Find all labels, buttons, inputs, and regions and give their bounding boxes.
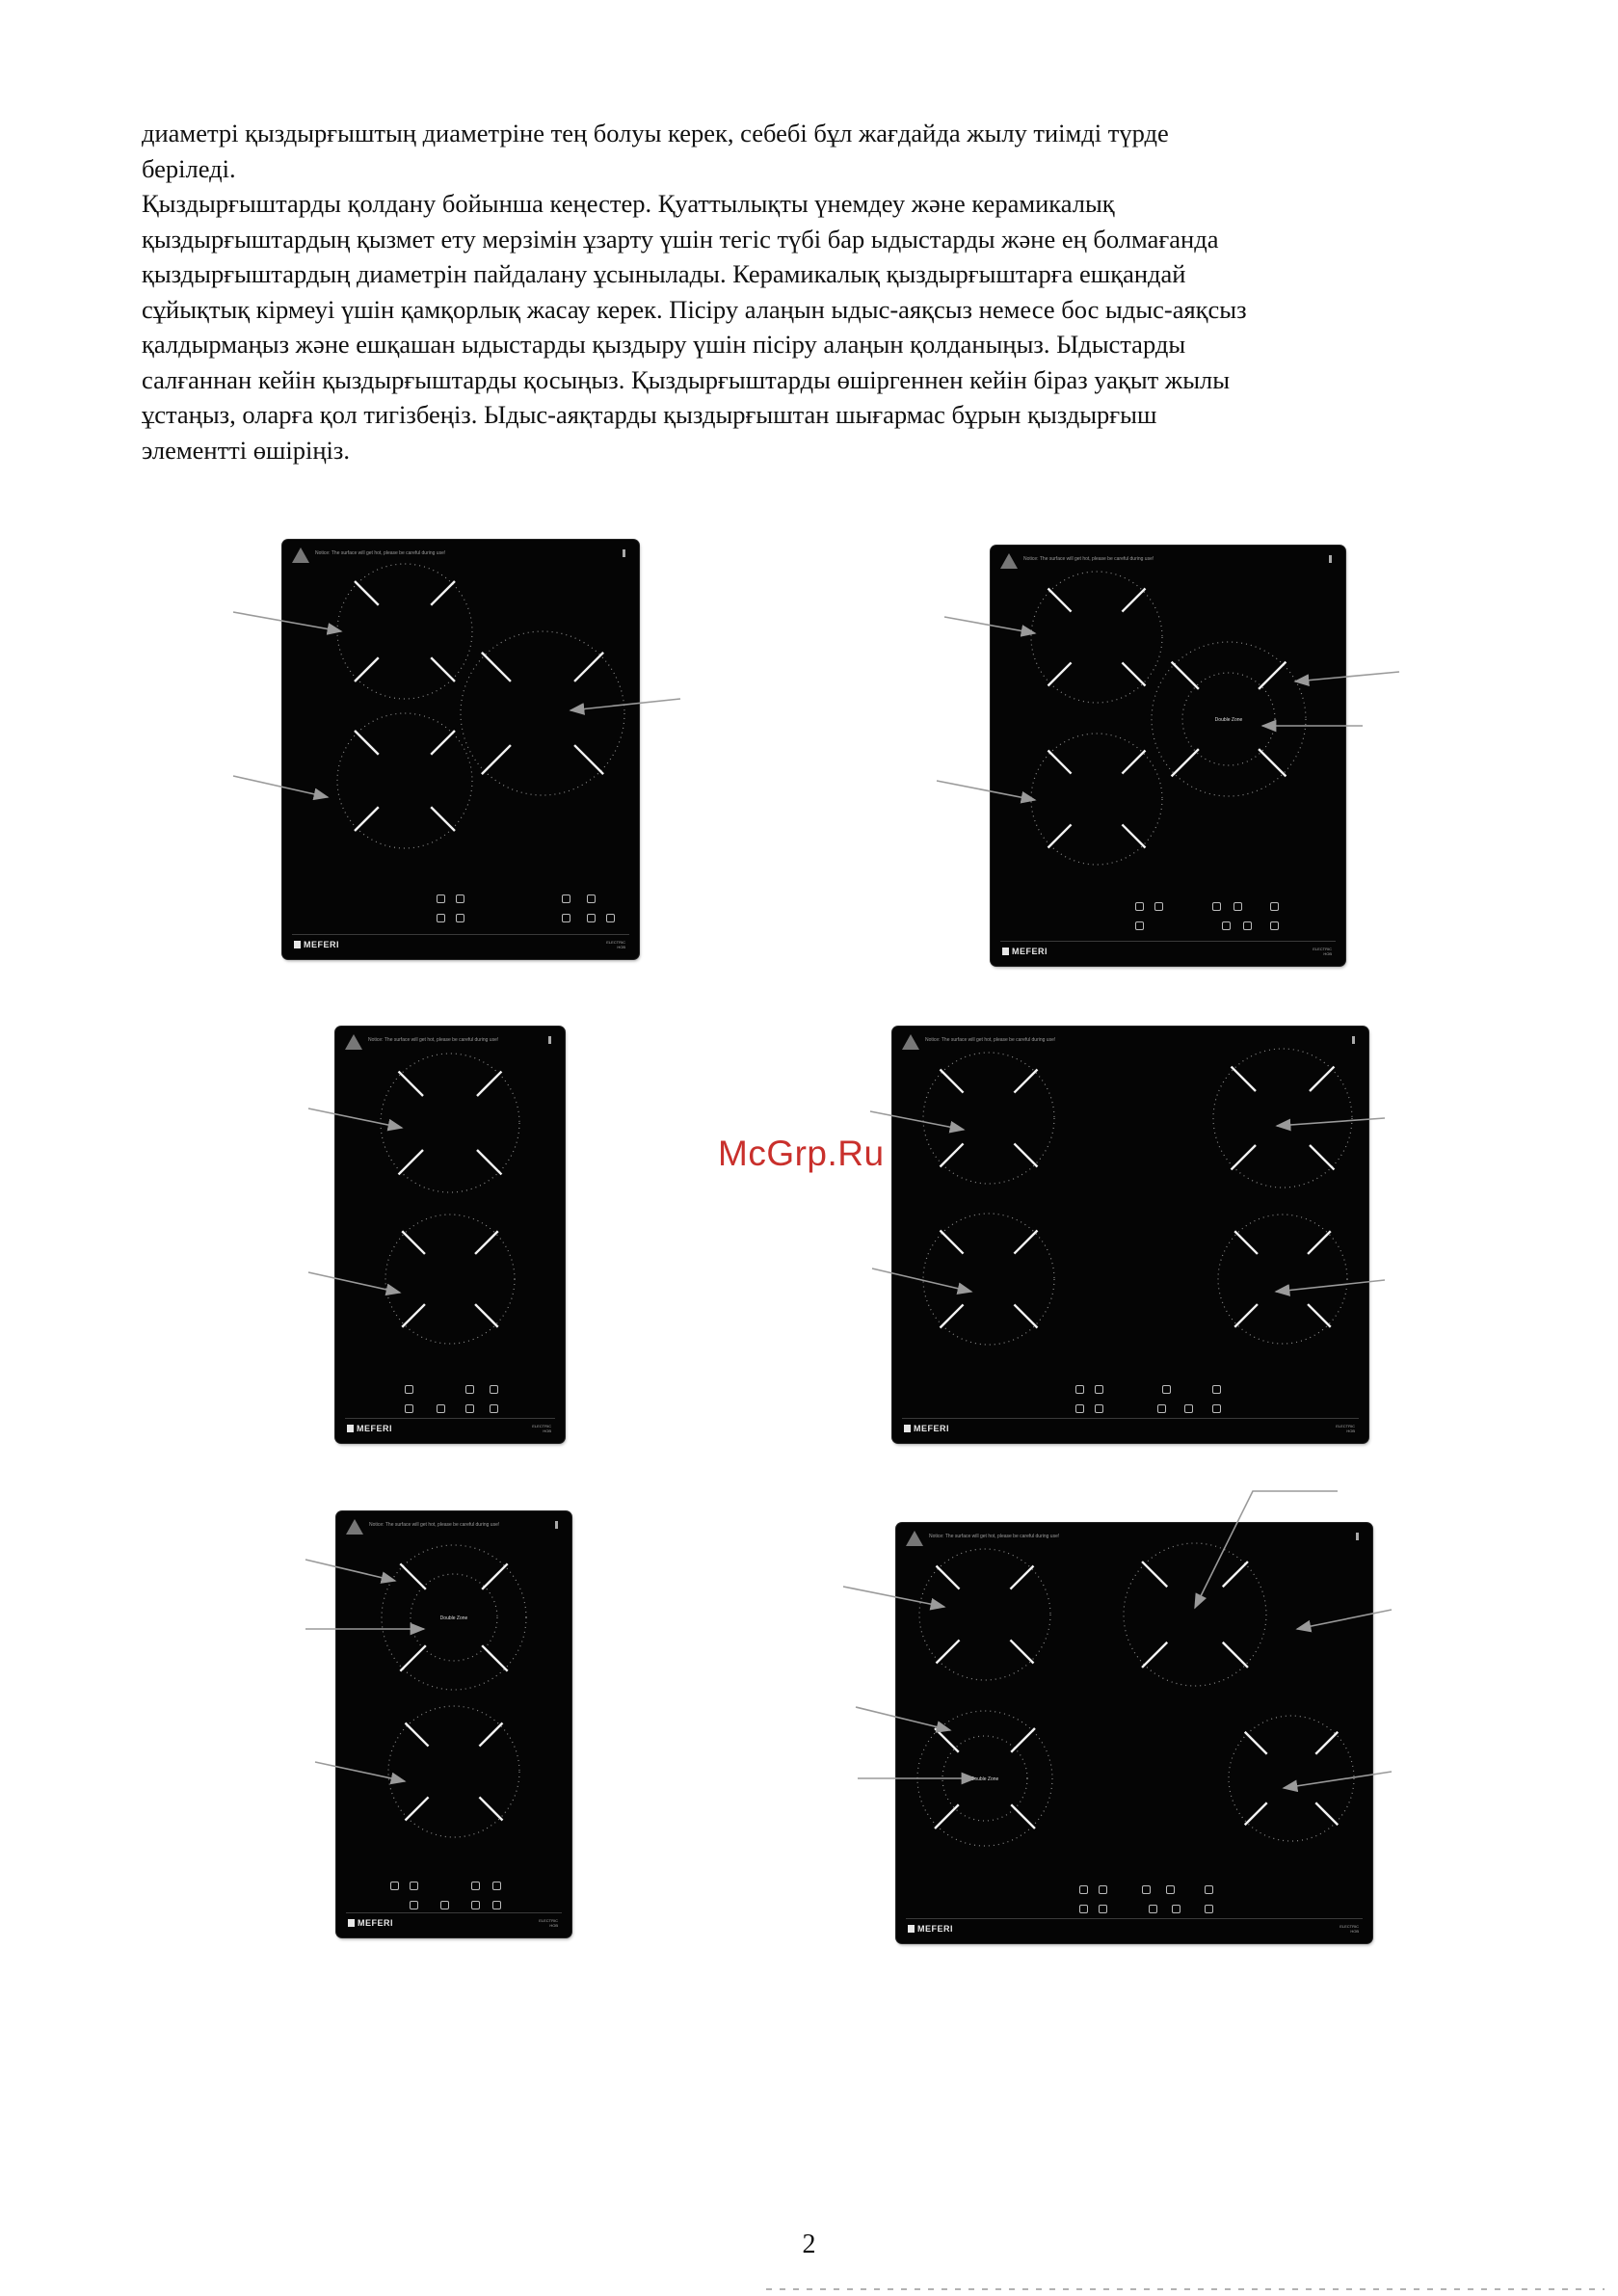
- warning-text: Notice: The surface will get hot, please be careful during use!: [369, 1522, 500, 1528]
- text-line: салғаннан кейін қыздырғыштарды қосыңыз. Қыздырғыштарды өшіргеннен кейін біраз уақыт жылы: [142, 364, 1231, 394]
- text-line: диаметрі қыздырғыштың диаметріне тең болуы керек, себебі бұл жағдайда жылу тиімді түрде: [142, 119, 1169, 147]
- touch-control-icon: [390, 1882, 399, 1890]
- cooking-zone: [385, 1215, 515, 1344]
- touch-control-icon: [562, 914, 570, 922]
- body-text: [142, 116, 1491, 467]
- touch-control-icon: [1099, 1885, 1107, 1894]
- warning-text: Notice: The surface will get hot, please be careful during use!: [315, 550, 446, 556]
- touch-control-icon: [1172, 1905, 1180, 1913]
- touch-control-icon: [471, 1901, 480, 1909]
- touch-control-icon: [562, 894, 570, 903]
- text-line: Қыздырғыштарды қолдану бойынша кеңестер. Қуаттылықты үнемдеу және керамикалық: [142, 189, 1115, 218]
- touch-control-icon: [410, 1882, 418, 1890]
- touch-control-icon: [405, 1404, 413, 1413]
- cooking-zone: [1124, 1543, 1266, 1686]
- touch-control-icon: [1162, 1385, 1171, 1394]
- touch-control-icon: [456, 894, 464, 903]
- cooking-zone: [1229, 1716, 1354, 1841]
- double-zone-label: Double Zone: [439, 1615, 468, 1621]
- hob-divider: [346, 1912, 562, 1913]
- model-line: ELECTRIC: [532, 1424, 551, 1428]
- cooking-zones: [335, 1027, 565, 1443]
- model-line: ELECTRIC: [1336, 1424, 1355, 1428]
- cooking-zones: [336, 1511, 571, 1937]
- touch-control-icon: [490, 1385, 498, 1394]
- touch-control-icon: [437, 894, 445, 903]
- touch-control-icon: [410, 1901, 418, 1909]
- cooking-zone: [1031, 734, 1162, 865]
- cooking-zones: [991, 546, 1345, 966]
- model-line: HOB: [1323, 951, 1332, 956]
- hob-4: [892, 1027, 1368, 1443]
- cooking-zone: [388, 1706, 519, 1837]
- watermark: McGrp.Ru: [718, 1134, 885, 1173]
- text-line: қалдырмаңыз және ешқашан ыдыстарды қыздыру үшін пісіру алаңын қолданыңыз. Ыдыстарды: [142, 330, 1186, 359]
- touch-control-icon: [1142, 1885, 1151, 1894]
- touch-control-icon: [1095, 1385, 1103, 1394]
- touch-control-icon: [1135, 902, 1144, 911]
- brand-logo: MEFERI: [347, 1424, 392, 1433]
- warning-text: Notice: The surface will get hot, please be careful during use!: [368, 1037, 499, 1043]
- hob-5: [336, 1511, 571, 1937]
- touch-control-icon: [1079, 1885, 1088, 1894]
- touch-control-icon: [1095, 1404, 1103, 1413]
- model-line: ELECTRIC: [539, 1918, 558, 1923]
- touch-control-icon: [1099, 1905, 1107, 1913]
- bottom-divider: [766, 2288, 1605, 2290]
- page-number: 2: [802, 2229, 816, 2259]
- model-line: HOB: [1350, 1929, 1359, 1934]
- hob-6: [896, 1523, 1372, 1943]
- model-line: HOB: [617, 945, 625, 949]
- touch-control-icon: [1075, 1404, 1084, 1413]
- model-label: [1336, 1424, 1355, 1433]
- cooking-zone: [381, 1054, 519, 1192]
- double-cooking-zone: [1152, 642, 1306, 796]
- cooking-zone: [337, 564, 472, 699]
- model-line: ELECTRIC: [1339, 1924, 1359, 1929]
- cooking-zone: [1213, 1049, 1352, 1188]
- touch-control-icon: [492, 1882, 501, 1890]
- cooking-zone: [1031, 572, 1162, 703]
- cooking-zones: [896, 1523, 1372, 1943]
- cooking-zone: [461, 631, 624, 795]
- brand-logo: MEFERI: [908, 1924, 953, 1934]
- touch-control-icon: [587, 914, 596, 922]
- model-line: HOB: [543, 1428, 551, 1433]
- text-line: ұстаңыз, оларға қол тигізбеңіз. Ыдыс-аяқтарды қыздырғыштан шығармас бұрын қыздырғыш: [142, 400, 1157, 429]
- cooking-zone: [1218, 1215, 1347, 1344]
- touch-control-icon: [606, 914, 615, 922]
- cooking-zone: [923, 1053, 1054, 1184]
- touch-control-icon: [1154, 902, 1163, 911]
- touch-control-icon: [1270, 921, 1279, 930]
- text-line: сұйықтық кірмеуі үшін қамқорлық жасау керек. Пісіру алаңын ыдыс-аяқсыз немесе бос ыдыс-аяқсыз: [142, 294, 1247, 324]
- cooking-zones: [892, 1027, 1368, 1443]
- touch-control-icon: [1205, 1885, 1213, 1894]
- model-line: HOB: [549, 1923, 558, 1928]
- touch-control-icon: [587, 894, 596, 903]
- text-line: беріледі.: [142, 153, 236, 183]
- cooking-zone: [337, 713, 472, 848]
- touch-control-icon: [440, 1901, 449, 1909]
- warning-text: Notice: The surface will get hot, please be careful during use!: [1023, 556, 1154, 562]
- touch-control-icon: [437, 1404, 445, 1413]
- hob-1: [282, 540, 639, 959]
- model-label: [1339, 1924, 1359, 1934]
- touch-control-icon: [465, 1385, 474, 1394]
- touch-control-icon: [471, 1882, 480, 1890]
- touch-control-icon: [1243, 921, 1252, 930]
- double-zone-label: Double Zone: [1214, 717, 1243, 723]
- touch-control-icon: [1184, 1404, 1193, 1413]
- touch-control-icon: [1166, 1885, 1175, 1894]
- cooking-zone: [919, 1549, 1050, 1680]
- cooking-zone: [923, 1214, 1054, 1345]
- warning-text: Notice: The surface will get hot, please be careful during use!: [929, 1534, 1060, 1539]
- model-label: [1313, 947, 1332, 956]
- hob-divider: [906, 1918, 1363, 1919]
- touch-control-icon: [492, 1901, 501, 1909]
- brand-logo: MEFERI: [294, 940, 339, 949]
- touch-control-icon: [1157, 1404, 1166, 1413]
- double-cooking-zone: [382, 1545, 526, 1690]
- model-label: [539, 1918, 558, 1928]
- hob-divider: [902, 1418, 1359, 1419]
- model-line: HOB: [1346, 1428, 1355, 1433]
- hob-divider: [345, 1418, 555, 1419]
- touch-control-icon: [490, 1404, 498, 1413]
- hob-divider: [292, 934, 629, 935]
- touch-control-icon: [1212, 1385, 1221, 1394]
- touch-control-icon: [405, 1385, 413, 1394]
- warning-text: Notice: The surface will get hot, please be careful during use!: [925, 1037, 1056, 1043]
- text-line: элементті өшіріңіз.: [142, 435, 351, 465]
- touch-control-icon: [1212, 902, 1221, 911]
- touch-control-icon: [1233, 902, 1242, 911]
- hob-3: [335, 1027, 565, 1443]
- brand-logo: MEFERI: [1002, 947, 1048, 956]
- model-label: [532, 1424, 551, 1433]
- touch-control-icon: [1205, 1905, 1213, 1913]
- model-line: ELECTRIC: [606, 940, 625, 945]
- touch-control-icon: [1135, 921, 1144, 930]
- touch-control-icon: [456, 914, 464, 922]
- touch-control-icon: [437, 914, 445, 922]
- touch-control-icon: [465, 1404, 474, 1413]
- model-line: ELECTRIC: [1313, 947, 1332, 951]
- touch-control-icon: [1149, 1905, 1157, 1913]
- double-zone-label: Double Zone: [970, 1776, 999, 1782]
- text-line: қыздырғыштардың диаметрін пайдалану ұсынылады. Керамикалық қыздырғыштарға ешқандай: [142, 259, 1186, 288]
- brand-logo: MEFERI: [904, 1424, 949, 1433]
- hob-2: [991, 546, 1345, 966]
- model-label: [606, 940, 625, 949]
- double-cooking-zone: [917, 1711, 1052, 1846]
- touch-control-icon: [1222, 921, 1231, 930]
- hob-divider: [1000, 941, 1336, 942]
- touch-control-icon: [1075, 1385, 1084, 1394]
- touch-control-icon: [1212, 1404, 1221, 1413]
- text-line: қыздырғыштардың қызмет ету мерзімін ұзарту үшін тегіс түбі бар ыдыстарды және ең болмағанда: [142, 224, 1219, 254]
- touch-control-icon: [1079, 1905, 1088, 1913]
- brand-logo: MEFERI: [348, 1918, 393, 1928]
- touch-control-icon: [1270, 902, 1279, 911]
